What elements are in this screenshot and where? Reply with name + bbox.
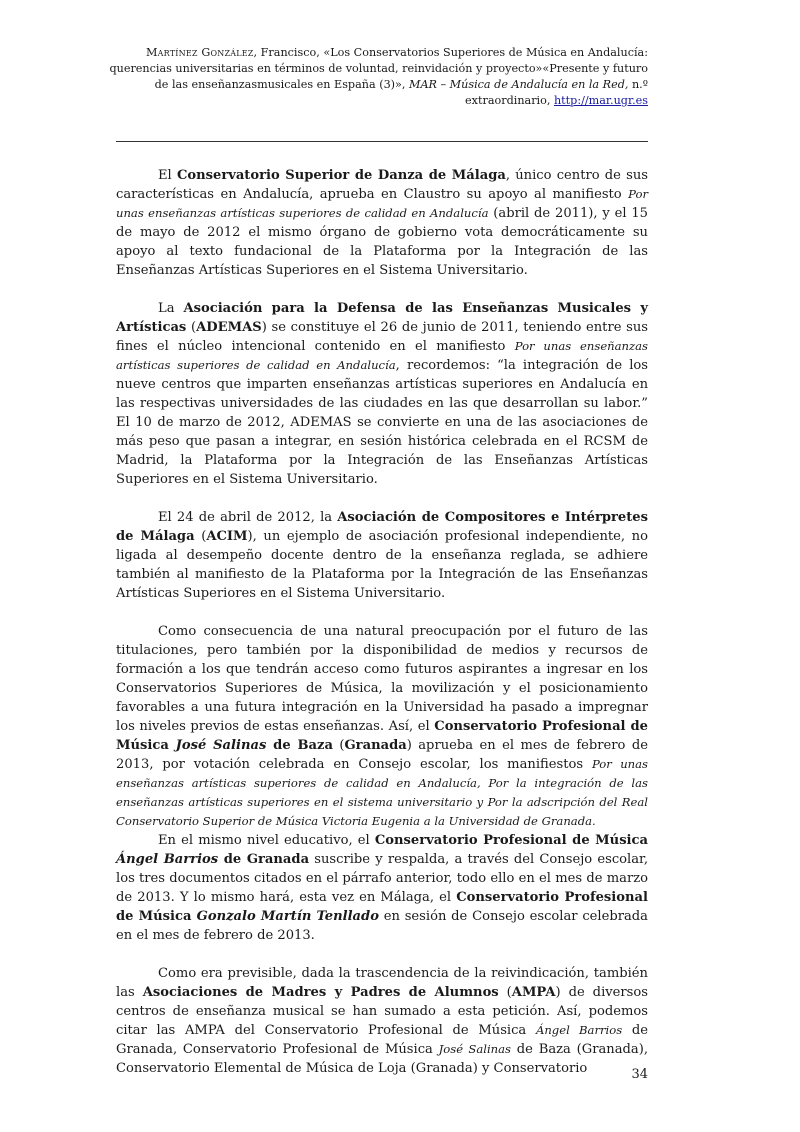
paragraph-2: La Asociación para la Defensa de las Enseñanzas Musicales y Artísticas (ADEMAS) se constituye el 26 de junio de 2011, teniendo entre sus fines el núcleo intencional contenido en el manifiesto Por unas enseñanzas artísticas superiores de calidad en Andalucía, recordemos: “la integración de los nueve centros que imparten enseñanzas artísticas superiores en Andalucía en las respectivas universidades de las ciudades en las que desarrollan su labor.” El 10 de marzo de 2012, ADEMAS se convierte en una de las asociaciones de más peso que pasan a integrar, en sesión histórica celebrada en el RCSM de Madrid, la Plataforma por la Integración de las Enseñanzas Artísticas Superiores en el Sistema Universitario. — [116, 301, 648, 487]
header-citation: , Francisco, «Los Conservatorios Superiores de Música en Andalucía: querencias universitarias en términos de voluntad, reinvidación y proyecto»«Presente y futuro de las enseñanzasmusicales en España (3)», — [109, 46, 648, 91]
page-number: 34 — [631, 1067, 648, 1082]
header-issue: n.º extraordinario, — [465, 78, 648, 107]
paragraph-4: Como consecuencia de una natural preocupación por el futuro de las titulaciones, pero también por la disponibilidad de medios y recursos de formación a los que tendrán acceso como futuros aspirantes a ingresar en los Conservatorios Superiores de Música, la movilización y el posicionamiento favorables a una futura integración en la Universidad ha pasado a impregnar los niveles previos de estas enseñanzas. Así, el Conservatorio Profesional de Música José Salinas de Baza (Granada) aprueba en el mes de febrero de 2013, por votación celebrada en Consejo escolar, los manifiestos Por unas enseñanzas artísticas superiores de calidad en Andalucía, Por la integración de las enseñanzas artísticas superiores en el sistema universitario y Por la adscripción del Real Conservatorio Superior de Música Victoria Eugenia a la Universidad de Granada. — [116, 624, 649, 828]
header-journal: MAR – Música de Andalucía en la Red, — [409, 78, 629, 91]
paragraph-6: Como era previsible, dada la trascendencia de la reivindicación, también las Asociaciones de Madres y Padres de Alumnos (AMPA) de diversos centros de enseñanza musical se han sumado a esta petición. Así, podemos citar las AMPA del Conservatorio Profesional de Música Ángel Barrios de Granada, Conservatorio Profesional de Música José Salinas de Baza (Granada), Conservatorio Elemental de Música de Loja (Granada) y Conservatorio — [116, 966, 649, 1076]
paragraph-3: El 24 de abril de 2012, la Asociación de Compositores e Intérpretes de Málaga (ACIM), un ejemplo de asociación profesional independiente, no ligada al desempeño docente dentro de la enseñanza reglada, se adhiere también al manifiesto de la Plataforma por la Integración de las Enseñanzas Artísticas Superiores en el Sistema Universitario. — [116, 510, 648, 601]
running-header — [100, 45, 648, 109]
header-divider — [116, 141, 648, 142]
header-url-link[interactable]: http://mar.ugr.es — [553, 94, 648, 107]
paragraph-5: En el mismo nivel educativo, el Conservatorio Profesional de Música Ángel Barrios de Granada suscribe y respalda, a través del Consejo escolar, los tres documentos citados en el párrafo anterior, todo ello en el mes de marzo de 2013. Y lo mismo hará, esta vez en Málaga, el Conservatorio Profesional de Música Gonzalo Martín Tenllado en sesión de Consejo escolar celebrada en el mes de febrero de 2013. — [116, 833, 649, 943]
paragraph-1: El Conservatorio Superior de Danza de Málaga, único centro de sus características en Andalucía, aprueba en Claustro su apoyo al manifiesto Por unas enseñanzas artísticas superiores de calidad en Andalucía (abril de 2011), y el 15 de mayo de 2012 el mismo órgano de gobierno vota democráticamente su apoyo al texto fundacional de la Plataforma por la Integración de las Enseñanzas Artísticas Superiores en el Sistema Universitario. — [116, 168, 648, 278]
article-body — [116, 166, 648, 1097]
header-author: Martínez González — [146, 46, 254, 59]
